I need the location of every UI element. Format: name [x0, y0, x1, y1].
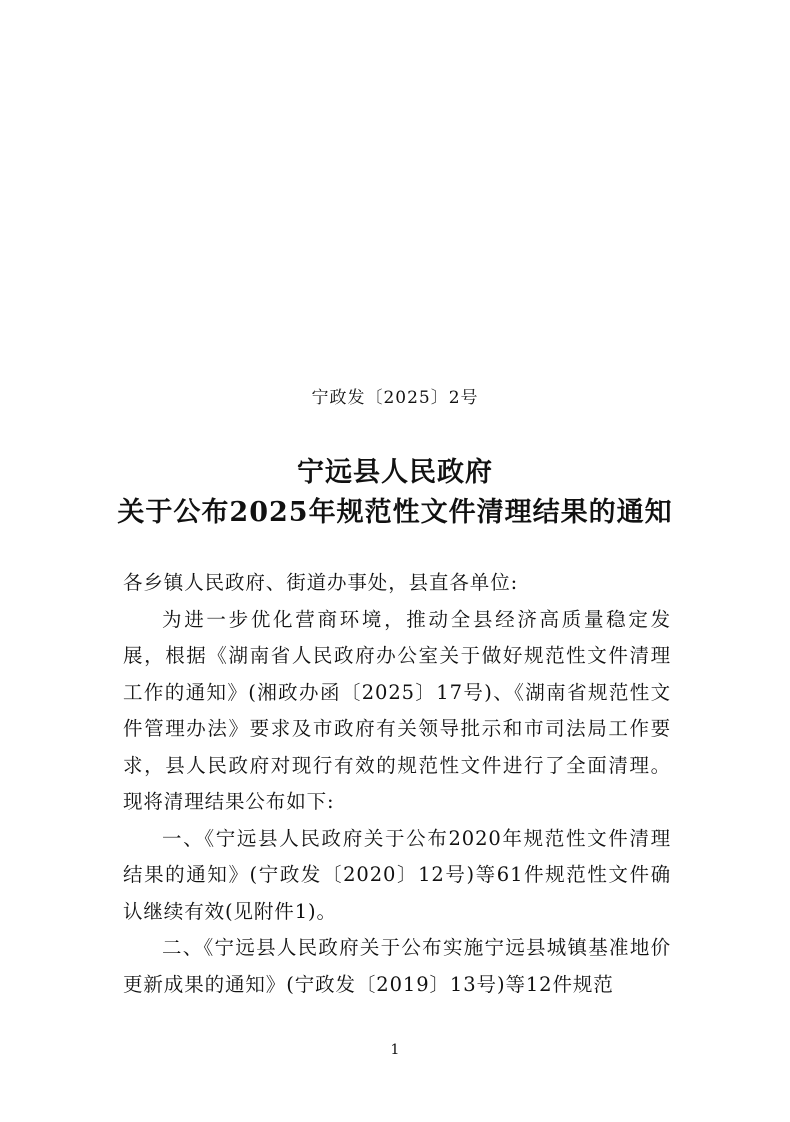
- salutation: 各乡镇人民政府、街道办事处，县直各单位:: [123, 571, 519, 594]
- page-number: 1: [390, 1042, 400, 1058]
- paragraph-item-1: 一、《宁远县人民政府关于公布2020年规范性文件清理结果的通知》(宁政发〔2020〕12号)等61件规范性文件确认继续有效(见附件1)。: [123, 826, 671, 923]
- document-title-subject: 关于公布2025年规范性文件清理结果的通知: [117, 497, 673, 528]
- paragraph-intro: 为进一步优化营商环境，推动全县经济高质量稳定发展，根据《湖南省人民政府办公室关于做好规范性文件清理工作的通知》(湘政办函〔2025〕17号)、《湖南省规范性文件管理办法》要求及市政府有关领导批示和市司法局工作要求，县人民政府对现行有效的规范性文件进行了全面清理。现将清理结果公布如下:: [123, 607, 671, 813]
- document-title-issuer: 宁远县人民政府: [297, 457, 493, 488]
- document-body: [123, 565, 671, 1003]
- paragraph-item-2: 二、《宁远县人民政府关于公布实施宁远县城镇基准地价更新成果的通知》(宁政发〔2019〕13号)等12件规范: [123, 936, 671, 996]
- document-number: 宁政发〔2025〕2号: [311, 388, 479, 408]
